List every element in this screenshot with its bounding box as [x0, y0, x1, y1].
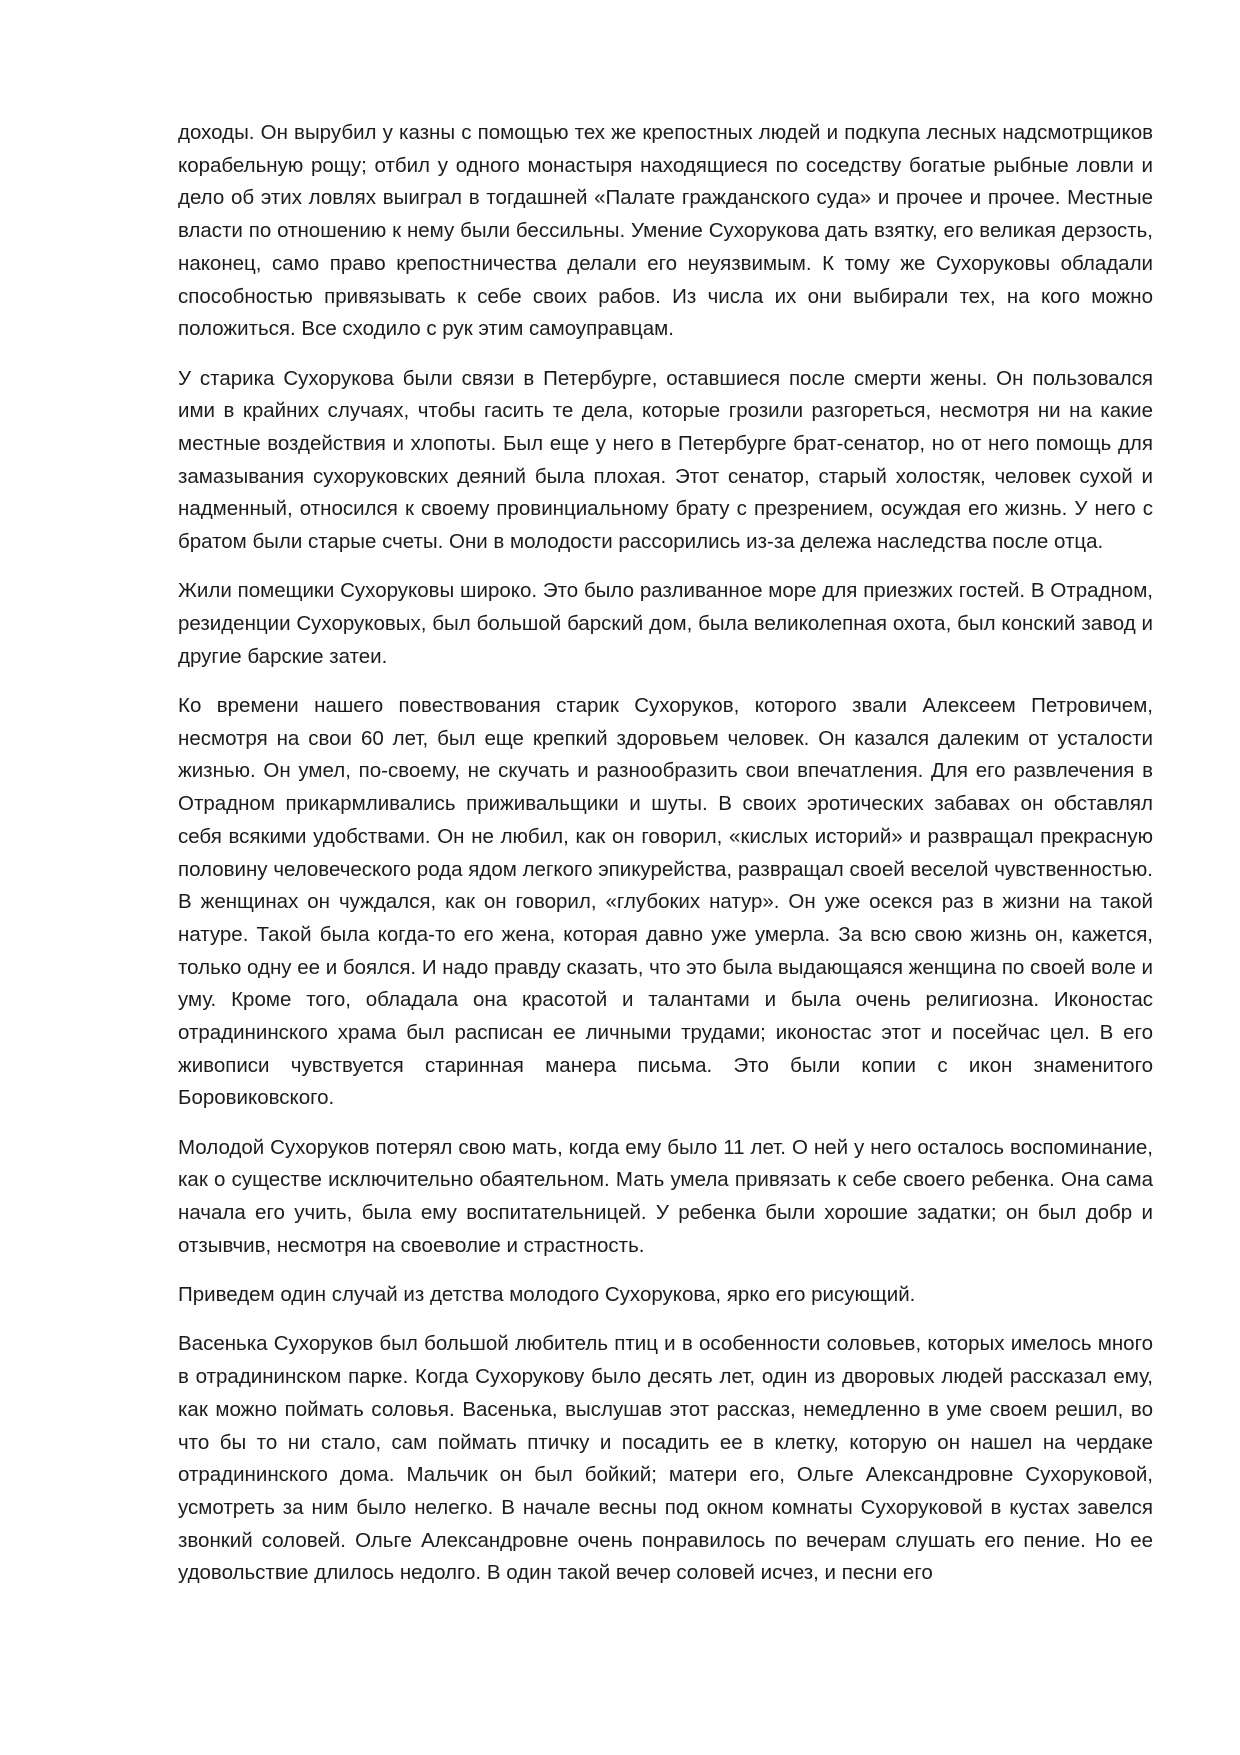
paragraph: доходы. Он вырубил у казны с помощью тех же крепостных людей и подкупа лесных надсмотрщиков корабельную рощу; отбил у одного монастыря находящиеся по соседству богатые рыбные ловли и дело об этих ловлях выиграл в тогдашней «Палате гражданского суда» и прочее и прочее. Местные власти по отношению к нему были бессильны. Умение Сухорукова дать взятку, его великая дерзость, наконец, само право крепостничества делали его неуязвимым. К тому же Сухоруковы обладали способностью привязывать к себе своих рабов. Из числа их они выбирали тех, на кого можно положиться. Все сходило с рук этим самоуправцам.: [178, 121, 1153, 341]
paragraph: Приведем один случай из детства молодого Сухорукова, ярко его рисующий.: [178, 1283, 916, 1307]
paragraph: Ко времени нашего повествования старик Сухоруков, которого звали Алексеем Петровичем, несмотря на свои 60 лет, был еще крепкий здоровьем человек. Он казался далеким от усталости жизнью. Он умел, по-своему, не скучать и разнообразить свои впечатления. Для его развлечения в Отрадном прикармливались приживальщики и шуты. В своих эротических забавах он обставлял себя всякими удобствами. Он не любил, как он говорил, «кислых историй» и развращал прекрасную половину человеческого рода ядом легкого эпикурейства, развращал своей веселой чувственностью. В женщинах он чуждался, как он говорил, «глубоких натур». Он уже осекся раз в жизни на такой натуре. Такой была когда-то его жена, которая давно уже умерла. За всю свою жизнь он, кажется, только одну ее и боялся. И надо правду сказать, что это была выдающаяся женщина по своей воле и уму. Кроме того, обладала она красотой и талантами и была очень религиозна. Иконостас отрадининского храма был расписан ее личными трудами; иконостас этот и посейчас цел. В его живописи чувствуется старинная манера письма. Это были копии с икон знаменитого Боровиковского.: [178, 694, 1154, 1110]
paragraph: Васенька Сухоруков был большой любитель птиц и в особенности соловьев, которых имелось много в отрадининском парке. Когда Сухорукову было десять лет, один из дворовых людей рассказал ему, как можно поймать соловья. Васенька, выслушав этот рассказ, немедленно в уме своем решил, во что бы то ни стало, сам поймать птичку и посадить ее в клетку, которую он нашел на чердаке отрадининского дома. Мальчик он был бойкий; матери его, Ольге Александровне Сухоруковой, усмотреть за ним было нелегко. В начале весны под окном комнаты Сухоруковой в кустах завелся звонкий соловей. Ольге Александровне очень понравилось по вечерам слушать его пение. Но ее удовольствие длилось недолго. В один такой вечер соловей исчез, и песни его: [178, 1332, 1153, 1585]
paragraph: У старика Сухорукова были связи в Петербурге, оставшиеся после смерти жены. Он пользовался ими в крайних случаях, чтобы гасить те дела, которые грозили разгореться, несмотря ни на какие местные воздействия и хлопоты. Был еще у него в Петербурге брат-сенатор, но от него помощь для замазывания сухоруковских деяний была плохая. Этот сенатор, старый холостяк, человек сухой и надменный, относился к своему провинциальному брату с презрением, осуждая его жизнь. У него с братом были старые счеты. Они в молодости рассорились из-за дележа наследства после отца.: [178, 366, 1153, 554]
document-body: [178, 117, 1153, 1590]
paragraph: Молодой Сухоруков потерял свою мать, когда ему было 11 лет. О ней у него осталось воспоминание, как о существе исключительно обаятельном. Мать умела привязать к себе своего ребенка. Она сама начала его учить, была ему воспитательницей. У ребенка были хорошие задатки; он был добр и отзывчив, несмотря на своеволие и страстность.: [178, 1135, 1153, 1257]
paragraph: Жили помещики Сухоруковы широко. Это было разливанное море для приезжих гостей. В Отрадном, резиденции Сухоруковых, был большой барский дом, была великолепная охота, был конский завод и другие барские затеи.: [178, 579, 1153, 668]
